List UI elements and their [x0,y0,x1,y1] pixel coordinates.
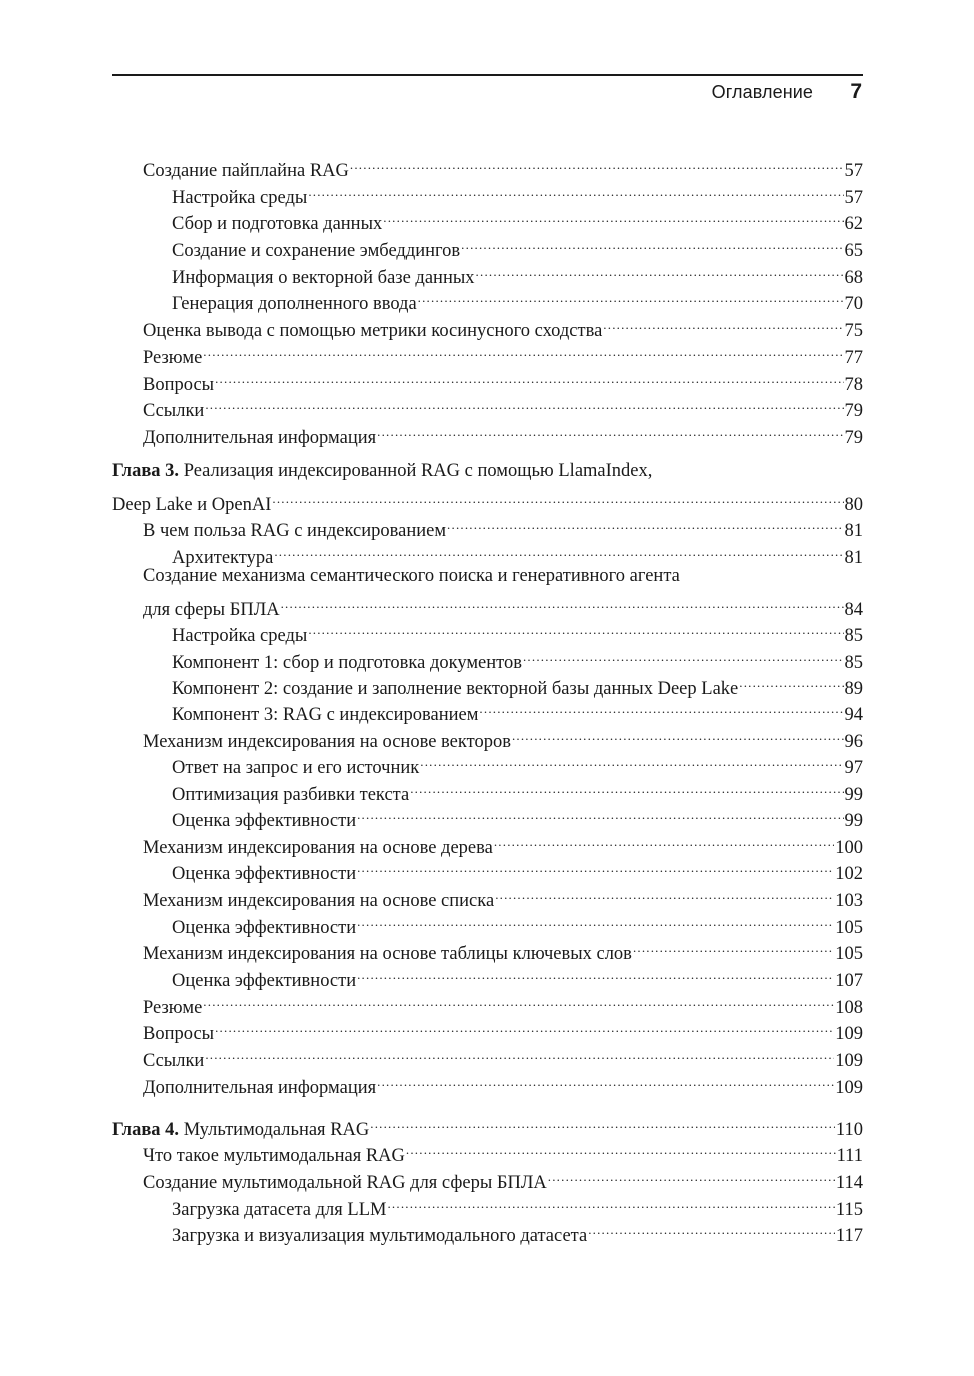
toc-entry-title [143,1075,376,1101]
toc-entry-text: Оптимизация разбивки текста [172,785,410,805]
chapter-label: Глава 3. [112,461,180,481]
toc-page-number: 97 [844,758,863,778]
toc-entry-title [112,458,652,484]
toc-page-number: 115 [835,1200,863,1220]
dot-leader [274,537,843,563]
toc-page-number: 68 [844,268,863,288]
toc-entry [172,960,863,991]
toc-entry [172,800,863,831]
dot-leader [308,177,843,203]
dot-leader [357,907,834,933]
toc-page-number: 109 [835,1051,863,1071]
toc-page-number: 85 [844,626,863,646]
toc-entry-text: Оценка вывода с помощью метрики косинусного сходства [143,321,603,341]
toc-entry-text: Настройка среды [172,188,308,208]
dot-leader [512,721,844,747]
toc-entry [143,933,863,964]
toc-entry [143,880,863,911]
toc-entry-text: Архитектура [172,548,274,568]
toc-page-number: 114 [835,1173,863,1193]
toc-entry-text: В чем польза RAG с индексированием [143,521,447,541]
dot-leader [447,510,843,536]
toc-entry-text: Оценка эффективности [172,918,357,938]
toc-entry-text: Deep Lake и OpenAI [112,495,272,515]
toc-entry-text: Дополнительная информация [143,1078,377,1098]
dot-leader [215,1013,834,1039]
toc-entry-text: Ссылки [143,401,205,421]
dot-leader [633,933,834,959]
toc-page-number: 81 [844,521,863,541]
toc-entry-text: Резюме [143,998,203,1018]
toc-entry [143,563,863,589]
toc-entry-text: Механизм индексирования на основе векторов [143,732,511,752]
dot-leader [272,484,843,510]
toc-entry [143,364,863,395]
toc-entry [172,774,863,805]
toc-page-number: 80 [844,495,863,515]
dot-leader [205,390,843,416]
toc-entry-text: Информация о векторной базе данных [172,268,475,288]
toc-entry [172,1215,863,1246]
page-number: 7 [850,80,862,103]
toc-entry-text: для сферы БПЛА [143,600,280,620]
dot-leader [357,853,834,879]
dot-leader [377,417,843,443]
toc-entry-text: Вопросы [143,375,215,395]
toc-page-number: 57 [844,188,863,208]
toc-chapter-entry [112,1109,863,1140]
dot-leader [406,1135,836,1161]
toc-entry [172,257,863,288]
toc-entry [172,694,863,725]
toc-entry-text: Загрузка и визуализация мультимодального датасета [172,1226,588,1246]
toc-entry [143,337,863,368]
toc-page-number: 57 [844,161,863,181]
toc-entry-text: Создание и сохранение эмбеддингов [172,241,461,261]
toc-entry-text: Настройка среды [172,626,308,646]
toc-page-number: 117 [835,1226,863,1246]
toc-page-number: 84 [844,600,863,620]
toc-page-number: 96 [844,732,863,752]
toc-entry [172,642,863,673]
toc-entry-text: Сбор и подготовка данных [172,214,383,234]
toc-page-number: 81 [844,548,863,568]
toc-page-number: 102 [835,864,863,884]
dot-leader [203,337,843,363]
toc-entry [172,853,863,884]
toc-page-number: 99 [844,811,863,831]
toc-page-number: 107 [835,971,863,991]
dot-leader [494,827,834,853]
toc-entry-text: Резюме [143,348,203,368]
toc-entry [143,310,863,341]
dot-leader [739,668,843,694]
toc-page-number: 94 [844,705,863,725]
dot-leader [603,310,843,336]
toc-page-number: 100 [835,838,863,858]
dot-leader [461,230,843,256]
toc-page-number: 62 [844,214,863,234]
toc-entry-text: Механизм индексирования на основе дерева [143,838,493,858]
toc-entry-text: Мультимодальная RAG [183,1120,370,1140]
dot-leader [203,987,834,1013]
dot-leader [548,1162,835,1188]
toc-entry-text: Механизм индексирования на основе таблицы ключевых слов [143,944,632,964]
toc-entry [172,615,863,646]
toc-entry [172,907,863,938]
dot-leader [370,1109,835,1135]
toc-entry-text: Загрузка датасета для LLM [172,1200,387,1220]
toc-page-number: 105 [835,918,863,938]
chapter-label: Глава 4. [112,1120,180,1140]
toc-entry [143,987,863,1018]
toc-entry-text: Реализация индексированной RAG с помощью LlamaIndex, [183,461,653,481]
toc-entry-text: Вопросы [143,1024,215,1044]
dot-leader [308,615,843,641]
toc-entry [172,177,863,208]
dot-leader [523,642,844,668]
dot-leader [495,880,834,906]
toc-entry [143,150,863,181]
dot-leader [377,1067,834,1093]
toc-entry [143,1040,863,1071]
toc-entry-text: Оценка эффективности [172,971,357,991]
toc-entry [143,589,863,620]
toc-entry-text: Дополнительная информация [143,428,377,448]
toc-page-number: 109 [835,1078,863,1098]
toc-entry-text: Генерация дополненного ввода [172,294,417,314]
toc-entry-text: Что такое мультимодальная RAG [143,1146,405,1166]
toc-chapter-entry [112,484,863,515]
toc-entry-text: Оценка эффективности [172,864,357,884]
toc-page-number: 111 [836,1146,863,1166]
toc-entry-title [143,563,680,589]
toc-entry-title [143,425,376,451]
toc-entry-text: Компонент 1: сбор и подготовка документов [172,653,522,673]
toc-page-number: 105 [835,944,863,964]
dot-leader [387,1189,834,1215]
toc-page-number: 70 [844,294,863,314]
toc-entry [143,1067,863,1098]
toc-entry [172,747,863,778]
dot-leader [350,150,844,176]
toc-entry [172,668,863,699]
toc-page-number: 108 [835,998,863,1018]
toc-page-number: 65 [844,241,863,261]
toc-page-number: 110 [835,1120,863,1140]
dot-leader [281,589,844,615]
toc-entry [172,537,863,568]
toc-chapter-entry [112,458,863,484]
toc-entry-title [172,1223,587,1249]
toc-page-number: 78 [844,375,863,395]
toc-entry-text: Создание механизма семантического поиска и генеративного агента [143,566,680,586]
dot-leader [205,1040,834,1066]
toc-entry [172,283,863,314]
toc-entry [143,1013,863,1044]
dot-leader [215,364,843,390]
toc-entry-text: Механизм индексирования на основе списка [143,891,495,911]
toc-page-number: 103 [835,891,863,911]
toc-entry [143,827,863,858]
running-header-title: Оглавление [711,82,813,102]
toc-entry-text: Компонент 3: RAG с индексированием [172,705,479,725]
toc-page-number: 79 [844,401,863,421]
toc-page-number: 99 [844,785,863,805]
dot-leader [410,774,843,800]
toc-page-number: 77 [844,348,863,368]
toc-entry-text: Создание пайплайна RAG [143,161,349,181]
toc-page-number: 89 [844,679,863,699]
toc-entry-text: Ответ на запрос и его источник [172,758,420,778]
dot-leader [383,203,843,229]
toc-page-number: 85 [844,653,863,673]
dot-leader [420,747,843,773]
toc-entry [172,230,863,261]
toc-entry [172,203,863,234]
toc-entry [143,417,863,448]
toc-entry [143,721,863,752]
toc-entry [143,510,863,541]
toc-entry-text: Компонент 2: создание и заполнение векторной базы данных Deep Lake [172,679,739,699]
dot-leader [357,960,834,986]
dot-leader [476,257,844,283]
toc-entry-text: Ссылки [143,1051,205,1071]
toc-page-number: 79 [844,428,863,448]
dot-leader [418,283,844,309]
toc-page-number: 109 [835,1024,863,1044]
dot-leader [588,1215,835,1241]
toc-entry-text: Создание мультимодальной RAG для сферы БПЛА [143,1173,547,1193]
dot-leader [357,800,843,826]
toc-entry [143,390,863,421]
header-rule [112,74,863,76]
dot-leader [479,694,843,720]
toc-entry [143,1162,863,1193]
toc-entry [172,1189,863,1220]
toc-entry [143,1135,863,1166]
toc-entry-text: Оценка эффективности [172,811,357,831]
toc-page-number: 75 [844,321,863,341]
